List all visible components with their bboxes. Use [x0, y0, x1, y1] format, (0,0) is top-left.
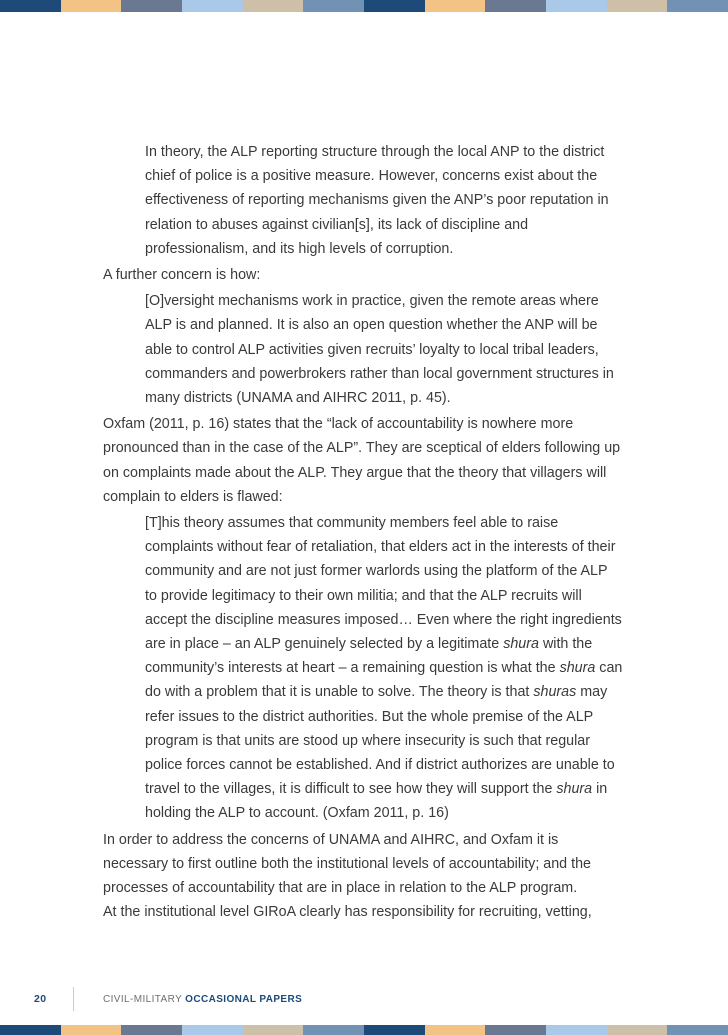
stripe-segment: [364, 0, 425, 12]
stripe-segment: [303, 1025, 364, 1035]
italic-term: shura: [559, 660, 596, 677]
running-title-suffix: OCCASIONAL PAPERS: [185, 994, 303, 1005]
stripe-segment: [546, 1025, 607, 1035]
stripe-segment: [121, 1025, 182, 1035]
stripe-segment: [667, 0, 728, 12]
stripe-segment: [0, 0, 61, 12]
stripe-segment: [182, 0, 243, 12]
block-quote-shura: [T]his theory assumes that community members feel able to raise complaints without fear of retaliation, that elders act in the interests of their community and are not just former warlords using the platform of the ALP to provide legitimacy to their own militia; and that the ALP recruits will accept the discipline measures imposed… Even where the right ingredients are in place – an ALP genuinely selected by a legitimate shura with the community’s interests at heart – a remaining question is what the shura can do with a problem that it is unable to solve. The theory is that shuras may refer issues to the district authorities. But the whole premise of the ALP program is that units are stood up where insecurity is such that regular police forces cannot be established. And if district authorizes are unable to travel to the villages, it is difficult to see how they will support the shura in holding the ALP to account. (Oxfam 2011, p. 16): [145, 515, 623, 822]
stripe-segment: [425, 1025, 486, 1035]
stripe-segment: [425, 0, 486, 12]
stripe-segment: [607, 0, 668, 12]
stripe-segment: [243, 0, 304, 12]
paragraph-address-concerns: In order to address the concerns of UNAMA and AIHRC, and Oxfam it is necessary to first outline both the institutional levels of accountability; and the processes of accountability that are in place in relation to the ALP program.: [103, 831, 591, 897]
stripe-segment: [485, 1025, 546, 1035]
page-footer: [0, 993, 728, 1009]
stripe-segment: [485, 0, 546, 12]
stripe-segment: [607, 1025, 668, 1035]
page-number: 20: [34, 993, 47, 1005]
stripe-segment: [364, 1025, 425, 1035]
stripe-segment: [546, 0, 607, 12]
footer-divider: [73, 987, 74, 1011]
stripe-segment: [0, 1025, 61, 1035]
block-quote-oversight: [O]versight mechanisms work in practice, given the remote areas where ALP is and planned. It is also an open question whether the ANP will be able to control ALP activities given recruits’ loyalty to local tribal leaders, commanders and powerbrokers rather than local government structures in many districts (UNAMA and AIHRC 2011, p. 45).: [145, 293, 614, 407]
paragraph-further-concern: A further concern is how:: [103, 267, 261, 284]
page-body-text: [103, 140, 623, 925]
stripe-segment: [667, 1025, 728, 1035]
stripe-segment: [303, 0, 364, 12]
paragraph-institutional-level: At the institutional level GIRoA clearly has responsibility for recruiting, vetting,: [103, 904, 592, 921]
stripe-segment: [121, 0, 182, 12]
paragraph-oxfam: Oxfam (2011, p. 16) states that the “lack of accountability is nowhere more pronounced than in the case of the ALP”. They are sceptical of elders following up on complaints made about the ALP. They argue that the theory that villagers will complain to elders is flawed:: [103, 416, 621, 505]
italic-term: shuras: [533, 684, 577, 701]
running-title: [103, 994, 302, 1005]
stripe-segment: [61, 1025, 122, 1035]
stripe-segment: [243, 1025, 304, 1035]
italic-term: shura: [556, 781, 593, 798]
top-color-stripe: [0, 0, 728, 12]
stripe-segment: [61, 0, 122, 12]
block-quote-theory: In theory, the ALP reporting structure through the local ANP to the district chief of police is a positive measure. However, concerns exist about the effectiveness of reporting mechanisms given the ANP’s poor reputation in relation to abuses against civilian[s], its lack of discipline and professionalism, and its high levels of corruption.: [145, 144, 609, 257]
bottom-color-stripe: [0, 1025, 728, 1035]
italic-term: shura: [503, 636, 539, 653]
running-title-prefix: CIVIL-MILITARY: [103, 994, 182, 1005]
stripe-segment: [182, 1025, 243, 1035]
